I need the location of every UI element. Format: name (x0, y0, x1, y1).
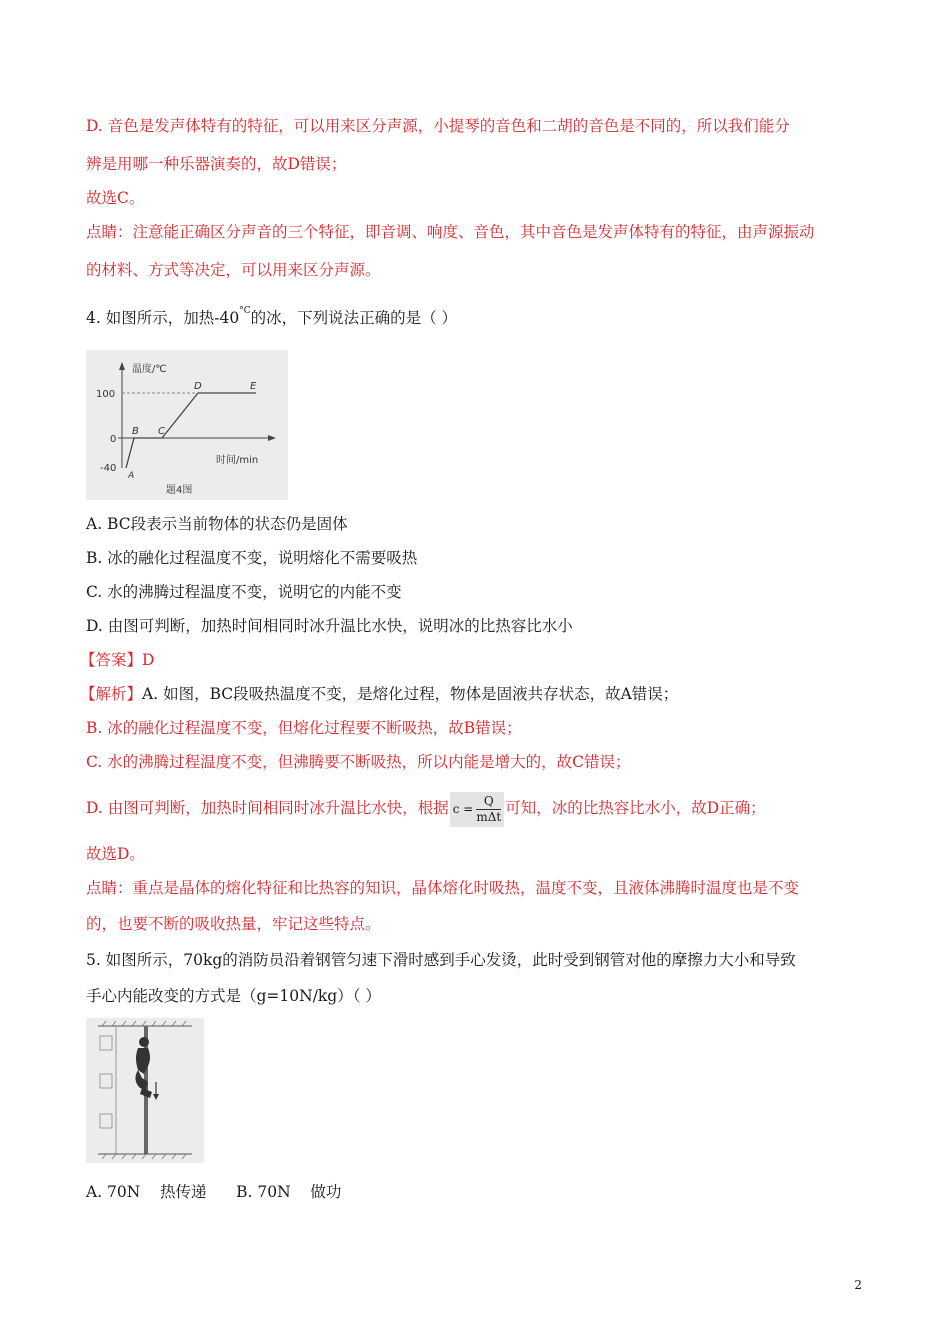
q4-option-c: C. 水的沸腾过程温度不变，说明它的内能不变 (86, 583, 402, 601)
firefighter-figure (135, 1037, 152, 1098)
window-2 (100, 1074, 112, 1088)
ground-hatch (102, 1154, 186, 1159)
q4-analysis-a-line (80, 684, 678, 704)
y-axis-arrow (119, 362, 125, 370)
formula-lhs: c = (452, 801, 474, 816)
formula-denominator: mΔt (476, 809, 502, 824)
question-4-stem (86, 308, 457, 331)
window-1 (100, 1036, 112, 1050)
force-arrowhead (153, 1094, 159, 1100)
q4-tip-2: 的，也要不断的吸收热量，牢记这些特点。 (86, 915, 381, 933)
point-b: B (132, 426, 139, 437)
temperature-time-graph (86, 350, 288, 500)
q4-unit: °C (239, 306, 251, 316)
q4-choose: 故选D。 (86, 845, 145, 863)
specific-heat-formula (450, 792, 504, 827)
analysis-line-d-cont: 辨是用哪一种乐器演奏的，故D错误； (86, 155, 347, 173)
analysis-d-post: 可知，冰的比热容比水小，故D正确； (505, 799, 766, 817)
q4-analysis-c: C. 水的沸腾过程温度不变，但沸腾要不断吸热，所以内能是增大的，故C错误； (86, 753, 631, 771)
q4-suffix: 的冰，下列说法正确的是（ ） (250, 309, 458, 327)
analysis-a-text: A. 如图，BC段吸热温度不变，是熔化过程，物体是固液共存状态，故A错误； (142, 685, 679, 703)
x-axis-arrow (268, 435, 276, 441)
q4-analysis-d-line (86, 788, 766, 828)
page-number: 2 (854, 1278, 862, 1292)
q4-option-d: D. 由图可判断，加热时间相同时冰升温比水快，说明冰的比热容比水小 (86, 617, 573, 635)
q4-analysis-b: B. 冰的融化过程温度不变，但熔化过程要不断吸热，故B错误； (86, 719, 522, 737)
q4-figure (86, 350, 288, 500)
point-c: C (158, 426, 165, 437)
q5-options: A. 70N 热传递 B. 70N 做功 (86, 1183, 342, 1201)
tick-0: 0 (110, 434, 117, 445)
question-5-stem-2: 手心内能改变的方式是（g=10N/kg）（ ） (86, 987, 381, 1005)
analysis-label: 【解析】 (80, 685, 143, 703)
analysis-d-pre: D. 由图可判断，加热时间相同时冰升温比水快，根据 (86, 799, 449, 817)
question-5-stem-1: 5. 如图所示，70kg的消防员沿着钢管匀速下滑时感到手心发烫，此时受到钢管对他的摩擦力大小和导致 (86, 951, 796, 969)
tip-line-1: 点睛：注意能正确区分声音的三个特征，即音调、响度、音色，其中音色是发声体特有的特征，由声源振动 (86, 223, 815, 241)
q4-option-b: B. 冰的融化过程温度不变，说明熔化不需要吸热 (86, 549, 418, 567)
q4-option-a: A. BC段表示当前物体的状态仍是固体 (86, 515, 348, 533)
x-axis-label: 时间/min (216, 455, 259, 466)
q4-answer: 【答案】D (80, 651, 155, 669)
formula-numerator: Q (476, 794, 501, 810)
tick-neg40: -40 (100, 463, 117, 474)
ceiling-hatch (102, 1021, 186, 1026)
q4-prefix: 4. 如图所示，加热-40 (86, 309, 240, 327)
tip-line-2: 的材料、方式等决定，可以用来区分声源。 (86, 261, 381, 279)
tick-100: 100 (96, 389, 116, 400)
firefighter-pole-illustration (86, 1018, 204, 1163)
window-3 (100, 1114, 112, 1128)
point-d: D (194, 381, 202, 392)
point-e: E (250, 381, 257, 392)
point-a: A (128, 471, 135, 481)
figure-caption: 题4图 (166, 485, 193, 496)
analysis-line-d: D. 音色是发声体特有的特征，可以用来区分声源，小提琴的音色和二胡的音色是不同的，所以我们能分 (86, 117, 790, 135)
q5-figure (86, 1018, 204, 1163)
choose-line: 故选C。 (86, 189, 145, 207)
y-axis-label: 温度/℃ (132, 364, 167, 375)
q4-tip-1: 点睛：重点是晶体的熔化特征和比热容的知识，晶体熔化时吸热，温度不变，且液体沸腾时温度也是不变 (86, 879, 800, 897)
